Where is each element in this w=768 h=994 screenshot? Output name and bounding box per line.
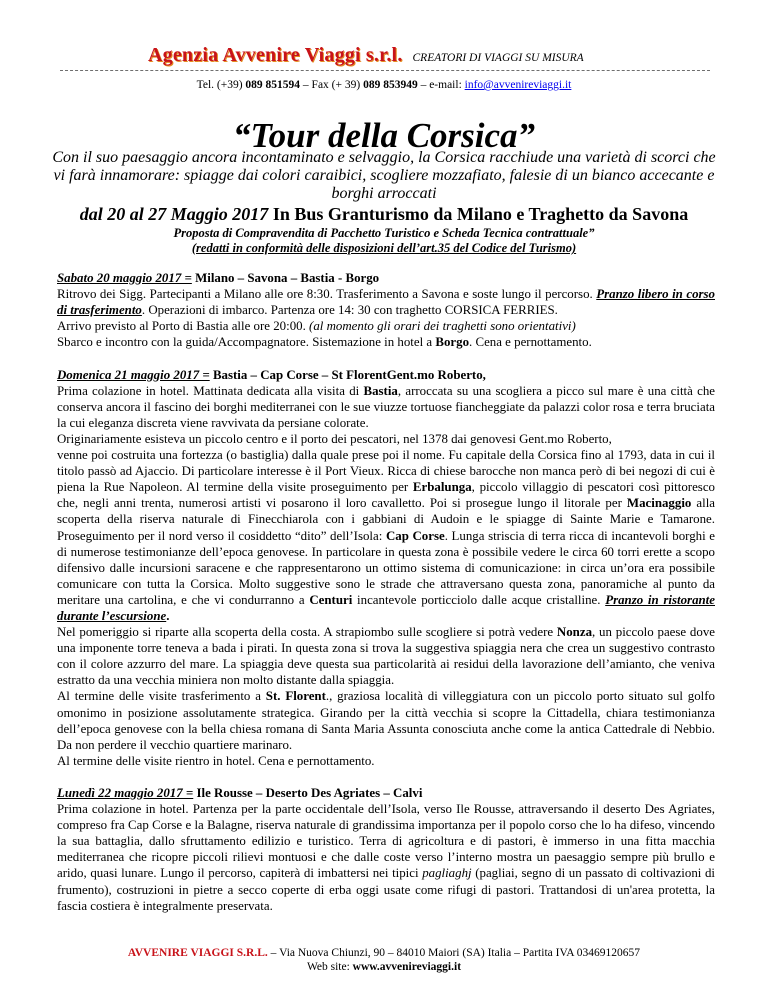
footer-address (0, 946, 768, 960)
day-heading (57, 270, 715, 286)
day-route: Bastia – Cap Corse – St FlorentGent.mo Roberto, (209, 367, 486, 382)
day-route: Milano – Savona – Bastia - Borgo (191, 271, 380, 285)
tour-intro: Con il suo paesaggio ancora incontaminato e selvaggio, la Corsica racchiude una varietà di scorci che vi farà innamorare: spiagge dai colori caraibici, scogliere mozzafiato, falesie di un bianco accecante e borghi arroccati (52, 149, 716, 202)
page-footer (0, 946, 768, 974)
proposal-line: Proposta di Compravendita di Pacchetto Turistico e Scheda Tecnica contrattuale” (173, 226, 595, 240)
day-text: Sbarco e incontro con la guida/Accompagnatore. Sistemazione in hotel a Borgo. Cena e pernottamento. (57, 335, 592, 350)
letterhead (148, 44, 584, 67)
agency-name: Agenzia Avvenire Viaggi s.r.l. (148, 44, 403, 66)
day-text: Ritrovo dei Sigg. Partecipanti a Milano alle ore 8:30. Trasferimento a Savona e soste lungo il percorso. Pranzo libero in corso di trasferimento. Operazioni di imbarco. Partenza ore 14: 30 con traghetto CORSICA FERRIES. (57, 287, 715, 318)
footer-brand: AVVENIRE VIAGGI S.R.L. (127, 947, 268, 959)
day-1 (57, 270, 715, 350)
day-date: Lunedì 22 maggio 2017 = (57, 786, 194, 800)
footer-website: Web site: www.avvenireviaggi.it (306, 961, 462, 973)
itinerary (57, 270, 715, 930)
email-label: – e-mail: (417, 79, 465, 91)
day-text: Nel pomeriggio si riparte alla scoperta della costa. A strapiombo sulle scogliere si potrà vedere Nonza, un piccolo paese dove una imponente torre teneva a bada i pirati. In questa zona si trova la suggestiva spiaggia nera che crea un suggestivo contrasto con il colore azzurro del mare. La spiaggia deve questa sua particolarità ai residui della lavorazione dell’amianto, che veniva estratto da una vecchia miniera non molto distante dalla spiaggia. (57, 625, 715, 688)
header-divider (60, 70, 710, 71)
day-heading (57, 367, 715, 383)
day-text: Al termine delle visite rientro in hotel. Cena e pernottamento. (57, 753, 375, 768)
day-date: Sabato 20 maggio 2017 = (57, 271, 192, 285)
contact-line (0, 79, 768, 91)
day-text: Prima colazione in hotel. Mattinata dedicata alla visita di Bastia, arroccata su una scogliera a picco sul mare è una città che conserva ancora il fascino dei borghi mediterranei con le sue viuzze tortuose fiancheggiate da palazzi color rosa e terra bruciata la cui eleganza discreta viene ravvivata da persiane colorate. (57, 383, 715, 430)
agency-tagline: CREATORI DI VIAGGI SU MISURA (412, 52, 584, 64)
day-2 (57, 367, 715, 769)
proposal-legal-note: (redatti in conformità delle disposizioni dell’art.35 del Codice del Turismo) (191, 241, 577, 255)
email-link[interactable]: info@avvenireviaggi.it (464, 79, 572, 91)
date-range: dal 20 al 27 Maggio 2017 (79, 204, 269, 224)
phone-label: Tel. (+39) (196, 79, 246, 91)
tour-dates (0, 203, 768, 225)
day-route: Ile Rousse – Deserto Des Agriates – Calvi (193, 786, 423, 800)
day-heading (57, 785, 715, 801)
day-text: Arrivo previsto al Porto di Bastia alle ore 20:00. (al momento gli orari dei traghetti sono orientativi) (57, 319, 576, 334)
day-date: Domenica 21 maggio 2017 = (57, 367, 210, 382)
transport-info: In Bus Granturismo da Milano e Traghetto da Savona (268, 204, 689, 224)
day-text: venne poi costruita una fortezza (o bastiglia) dalla quale prese poi il nome. Fu capitale della Corsica fino al 1793, data in cui il titolo passò ad Ajaccio. Di particolare interesse è il Port Vieux. Ricca di chiese barocche non manca però di bei negozi di cui è piena la Rue Napoleon. Al termine della visite proseguimento per Erbalunga, piccolo villaggio di pescatori così pittoresco che, negli anni trenta, numerosi artisti vi posarono il loro cavalletto. Poi si prosegue lungo il litorale per Macinaggio alla scoperta della riserva naturale di Finecchiarola con i gabbiani di Audoin e le spiagge di Sainte Marie e Tamarone. Proseguimento per il nord verso il cosiddetto “dito” dell’Isola: Cap Corse. Lunga striscia di terra ricca di incantevoli borghi e di numerose testimonianze dell’epoca genovese. In particolare in questa zona è possibile vedere le circa 60 torri erette a scopo difensivo dalle incursioni saracene e che rappresentarono un ottimo sistema di comunicazione: in circa un’ora era possibile comunicare con tutta la Corsica. Molto suggestive sono le strade che attraversano questa zona, panoramiche al punto da meritare una cartolina, e che vi condurranno a Centuri incantevole porticciolo dalle acque cristalline. Pranzo in ristorante durante l’escursione. (57, 448, 715, 623)
fax-number: 089 853949 (363, 79, 418, 91)
website-link[interactable]: www.avvenireviaggi.it (352, 961, 462, 973)
day-text: Prima colazione in hotel. Partenza per la parte occidentale dell’Isola, verso Ile Rousse, attraversando il deserto Des Agriates, compreso fra Cap Corse e la Balagne, riserva naturale di grandissima importanza per il popolo corso che lo ha difeso, vincendo la sua battaglia, dallo sfruttamento edilizio e turistico. Terra di agricoltura e di pastori, è immerso in una fitta macchia mediterranea che ricopre piccoli rilievi montuosi e che dalle coste verso l’interno mostra un paesaggio sempre più brullo e arido, quasi lunare. Lungo il percorso, capiterà di imbattersi nei tipici pagliaghj (pagliai, segno di un passato di coltivazioni di frumento), costruzioni in pietre a secco coperte di erba oggi usate come rifugi di pastori. Trattandosi di un'area protetta, la fascia costiera è integralmente preservata. (57, 802, 715, 913)
contract-proposal (0, 226, 768, 256)
fax-label: – Fax (+ 39) (300, 79, 364, 91)
day-text: Originariamente esisteva un piccolo centro e il porto dei pescatori, nel 1378 dai genovesi Gent.mo Roberto, (57, 431, 612, 446)
tour-title: “Tour della Corsica” (232, 116, 536, 155)
phone-number: 089 851594 (245, 79, 301, 91)
day-3 (57, 785, 715, 914)
footer-address-text: – Via Nuova Chiunzi, 90 – 84010 Maiori (SA) Italia – Partita IVA 03469120657 (267, 947, 641, 959)
day-text: Al termine delle visite trasferimento a St. Florent., graziosa località di villeggiatura con un piccolo porto situato sul golfo omonimo in posizione assolutamente strategica. Girando per la città vecchia si scopre la Cittadella, chiara testimonianza dell’epoca genovese con la bella chiesa romana di Santa Maria Assunta conosciuta anche come la antica Cattedrale di Nebbio. Da non perdere il vecchio quartiere marinaro. (57, 689, 715, 752)
